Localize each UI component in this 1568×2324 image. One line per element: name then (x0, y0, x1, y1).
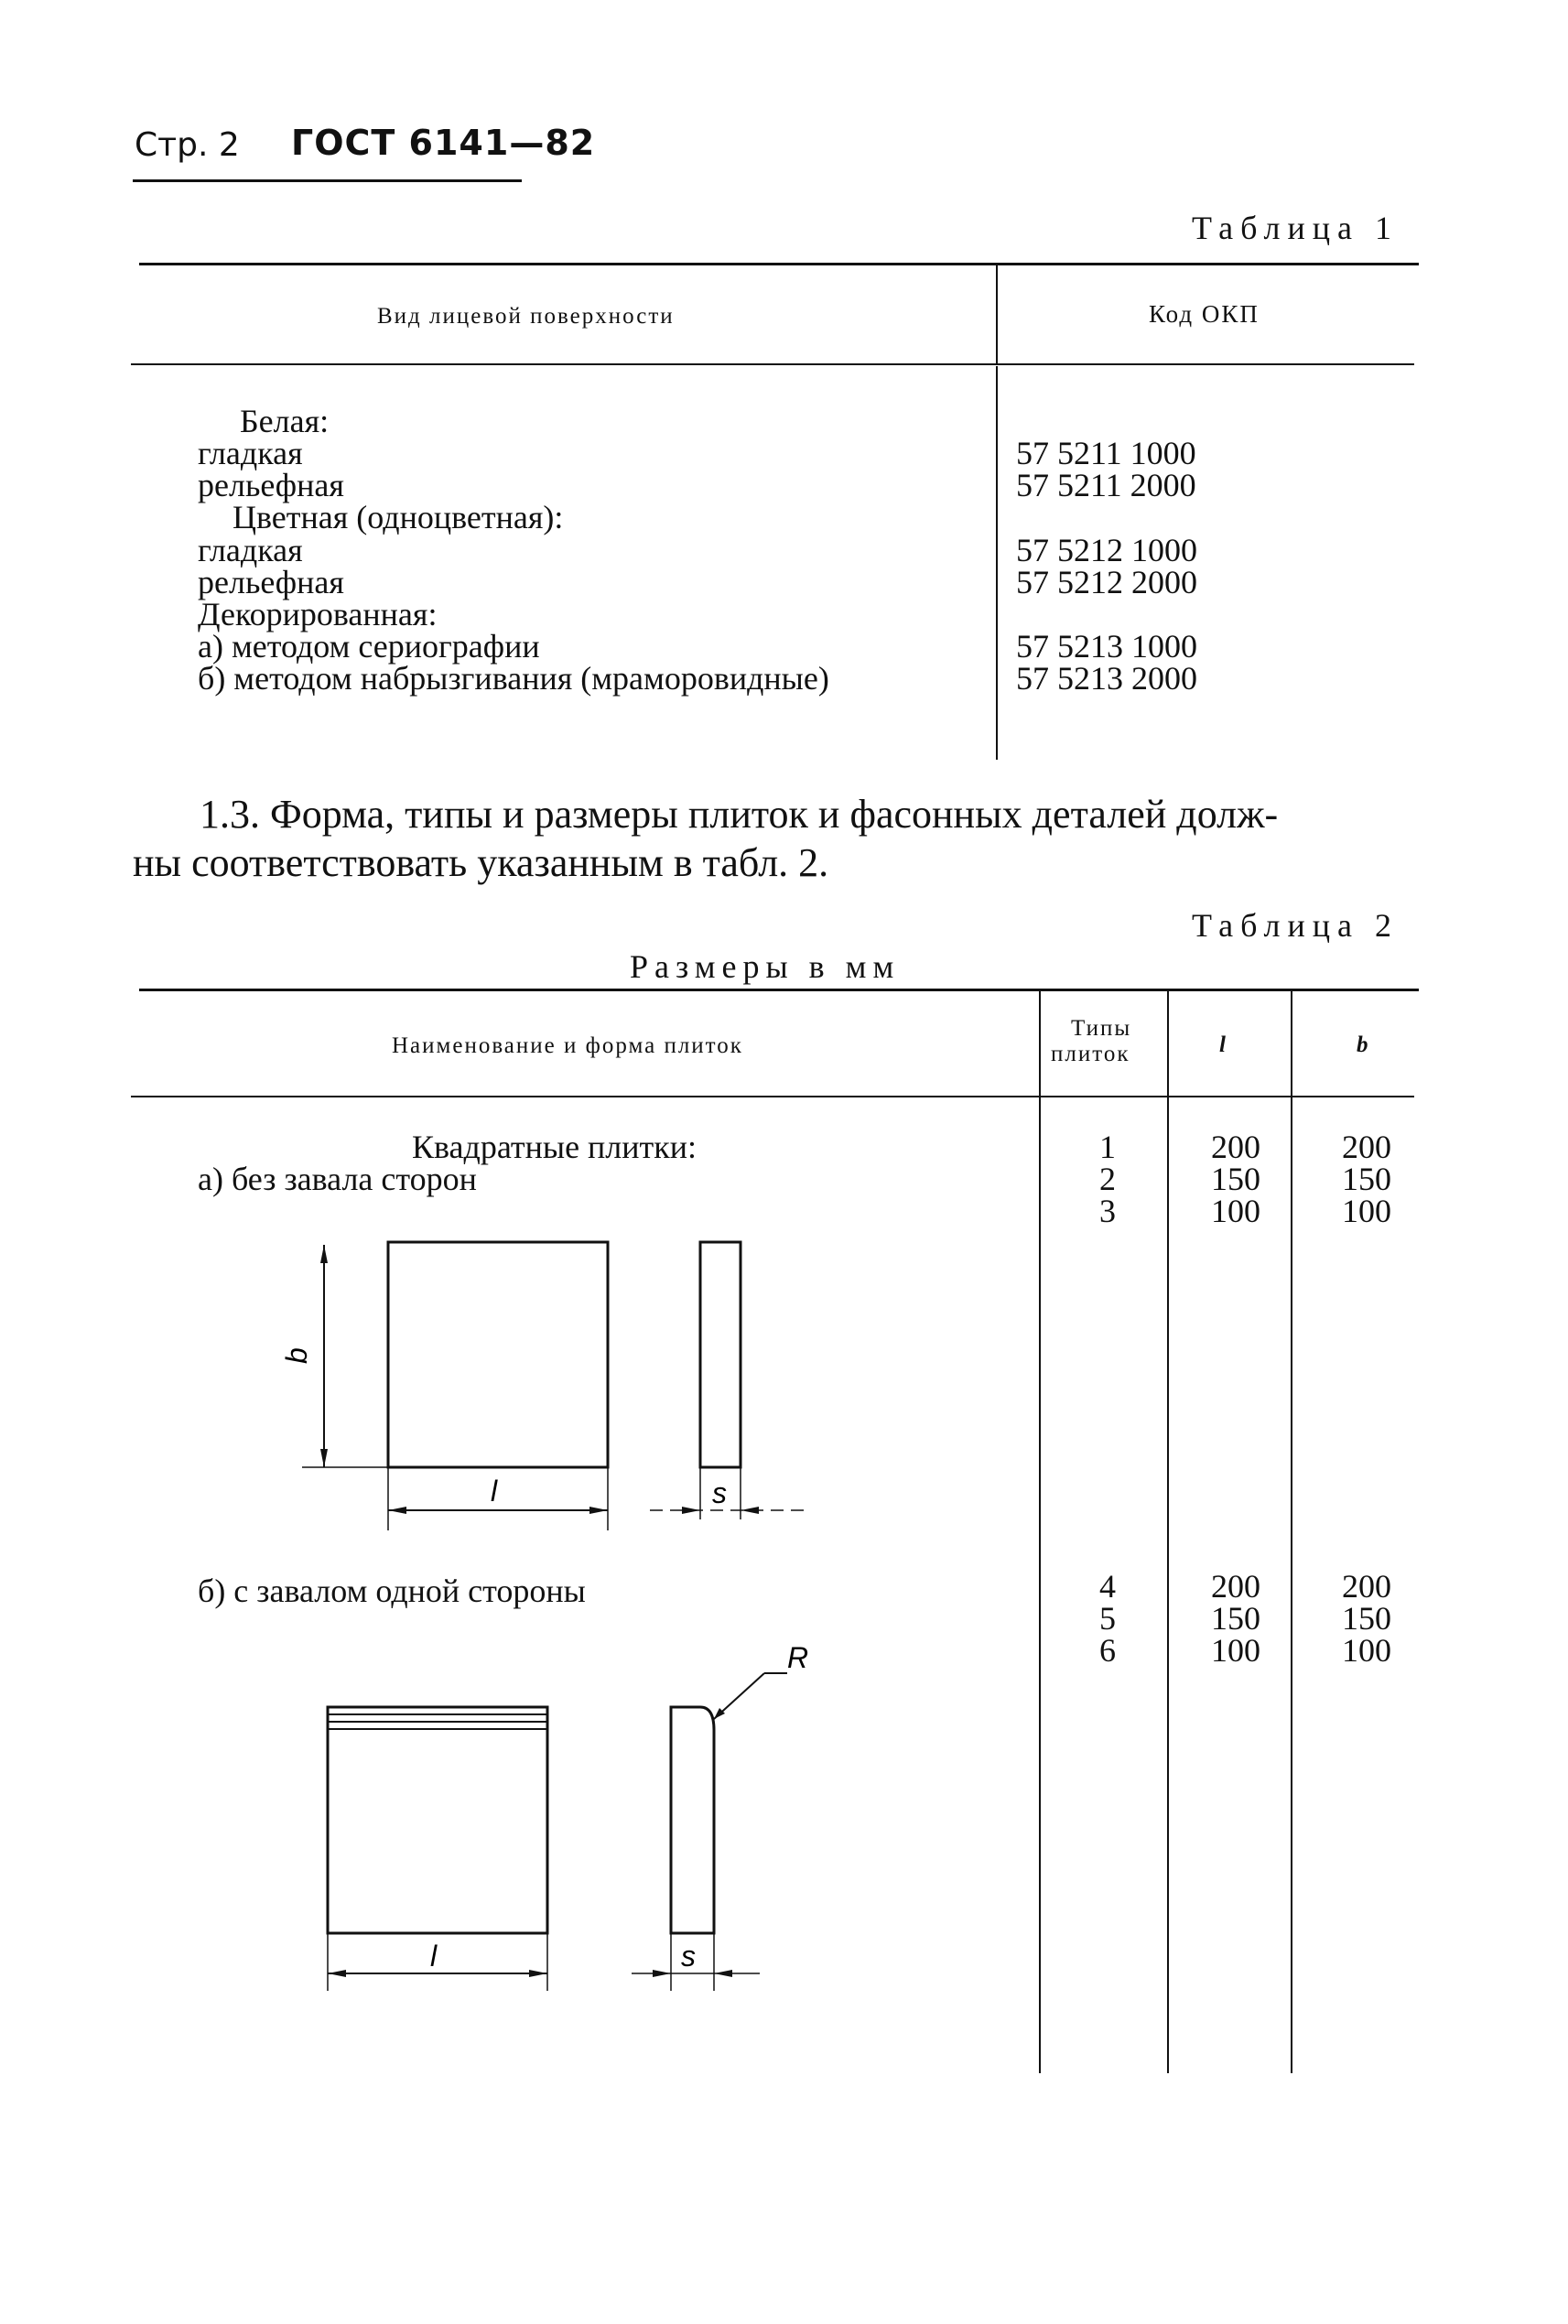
table1-caption: Таблица 1 (1192, 210, 1399, 246)
table2-top-rule (139, 989, 1419, 991)
table2-col-type-1: Типы (1071, 1016, 1132, 1041)
table1-col-surface: Вид лицевой поверхности (377, 304, 675, 329)
table1-row-label: б) методом набрызгивания (мраморовидные) (198, 660, 829, 697)
table1-row-label: гладкая (198, 532, 303, 568)
b-cell: 200 (1342, 1129, 1391, 1165)
tile-b-face (328, 1707, 547, 1933)
paragraph-line2: ны соответствовать указанным в табл. 2. (133, 840, 829, 885)
table1-row-code: 57 5213 1000 (1016, 628, 1197, 665)
dim-label-b: b (280, 1347, 313, 1364)
b-cell: 200 (1342, 1568, 1391, 1605)
tile-drawing-b (311, 1629, 824, 2014)
table2-divider-l (1167, 991, 1169, 2073)
page-number: Стр. 2 (135, 126, 240, 164)
b-cell: 100 (1342, 1632, 1391, 1669)
dim-label-s: s (712, 1476, 727, 1509)
table1-row-label: рельефная (198, 564, 344, 600)
l-cell: 150 (1211, 1600, 1260, 1637)
table1-row-label: рельефная (198, 467, 344, 503)
table2-col-type-2: плиток (1051, 1042, 1130, 1066)
type-cell: 5 (1099, 1600, 1116, 1637)
table1-row-code: 57 5211 1000 (1016, 435, 1196, 471)
tile-b-edge (671, 1707, 714, 1933)
l-cell: 100 (1211, 1632, 1260, 1669)
table1-row-label: а) методом сериографии (198, 628, 540, 665)
type-cell: 4 (1099, 1568, 1116, 1605)
b-cell: 150 (1342, 1600, 1391, 1637)
table1-col-code: Код ОКП (1149, 300, 1260, 328)
table1-row-code: 57 5213 2000 (1016, 660, 1197, 697)
tile-a-edge (700, 1242, 741, 1467)
l-cell: 200 (1211, 1568, 1260, 1605)
dim-label-l: l (491, 1475, 498, 1508)
table1-row-code: 57 5212 2000 (1016, 564, 1197, 600)
table2-caption: Таблица 2 (1192, 907, 1399, 944)
table1-col-divider (996, 263, 998, 363)
l-cell: 200 (1211, 1129, 1260, 1165)
table2-col-b: b (1357, 1032, 1370, 1057)
table2-divider-type (1039, 991, 1041, 2073)
table1-top-rule (139, 263, 1419, 265)
table2-divider-b (1291, 991, 1292, 2073)
b-cell: 100 (1342, 1193, 1391, 1229)
type-cell: 2 (1099, 1161, 1116, 1197)
dim-label-r: R (787, 1641, 809, 1674)
header-underline (133, 179, 522, 182)
l-cell: 150 (1211, 1161, 1260, 1197)
type-cell: 1 (1099, 1129, 1116, 1165)
table1-row-label: гладкая (198, 435, 303, 471)
l-cell: 100 (1211, 1193, 1260, 1229)
type-cell: 6 (1099, 1632, 1116, 1669)
table1-col-divider-body (996, 366, 998, 760)
table1-row-label: Белая: (240, 403, 330, 439)
tile-a-face (388, 1242, 608, 1467)
table2-col-name: Наименование и форма плиток (392, 1033, 743, 1058)
b-cell: 150 (1342, 1161, 1391, 1197)
paragraph-line1: 1.3. Форма, типы и размеры плиток и фасонных деталей долж- (200, 792, 1279, 837)
table1-row-code: 57 5211 2000 (1016, 467, 1196, 503)
dim-label-s: s (681, 1940, 696, 1973)
table2-units: Размеры в мм (630, 948, 901, 985)
standard-code: ГОСТ 6141—82 (291, 123, 596, 163)
table2-group-title: Квадратные плитки: (412, 1129, 697, 1165)
dim-label-l: l (430, 1940, 438, 1973)
table1-row-code: 57 5212 1000 (1016, 532, 1197, 568)
table2-sub-b: б) с завалом одной стороны (198, 1573, 586, 1609)
tile-drawing-a (280, 1227, 842, 1538)
table2-col-l: l (1219, 1032, 1227, 1057)
type-cell: 3 (1099, 1193, 1116, 1229)
table2-sub-a: а) без завала сторон (198, 1161, 477, 1197)
table1-header-rule (131, 363, 1414, 365)
table1-row-label: Цветная (одноцветная): (232, 499, 564, 535)
table2-header-rule (131, 1096, 1414, 1097)
table1-row-label: Декорированная: (198, 596, 438, 632)
